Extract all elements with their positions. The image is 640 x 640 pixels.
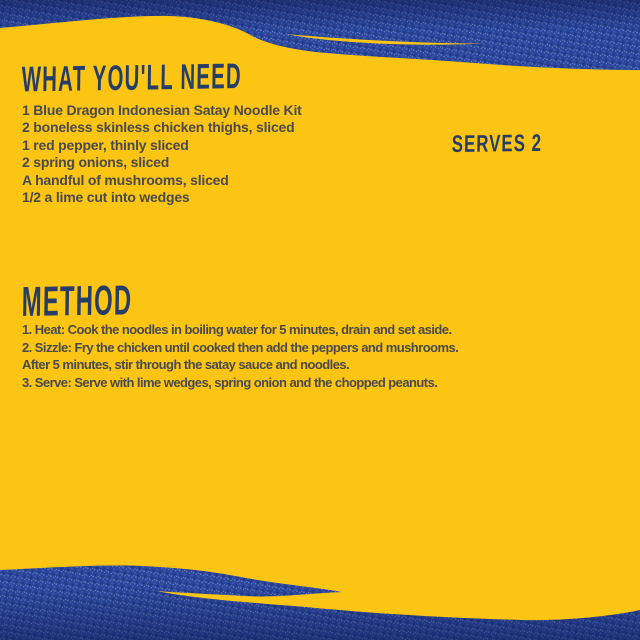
ingredients-list (22, 102, 302, 206)
method-step-line: After 5 minutes, stir through the satay sauce and noodles. (22, 357, 350, 373)
method-steps-list (22, 321, 458, 391)
ingredient-item: A handful of mushrooms, sliced (22, 171, 229, 188)
method-step-line: 2. Sizzle: Fry the chicken until cooked then add the peppers and mushrooms. (22, 339, 459, 355)
ingredient-item: 1 Blue Dragon Indonesian Satay Noodle Kit (22, 102, 302, 118)
ingredient-item: 1/2 a lime cut into wedges (22, 189, 190, 206)
serves-badge: SERVES 2 (451, 129, 543, 158)
ingredient-item: 2 boneless skinless chicken thighs, sliced (22, 119, 295, 136)
method-step-line: 1. Heat: Cook the noodles in boiling water for 5 minutes, drain and set aside. (22, 322, 452, 337)
method-heading: METHOD (21, 276, 133, 325)
ingredient-item: 1 red pepper, thinly sliced (22, 136, 189, 153)
ingredient-item: 2 spring onions, sliced (22, 154, 170, 171)
method-step-line: 3. Serve: Serve with lime wedges, spring onion and the chopped peanuts. (22, 374, 438, 390)
ingredients-heading: WHAT YOU'LL NEED (21, 56, 243, 100)
